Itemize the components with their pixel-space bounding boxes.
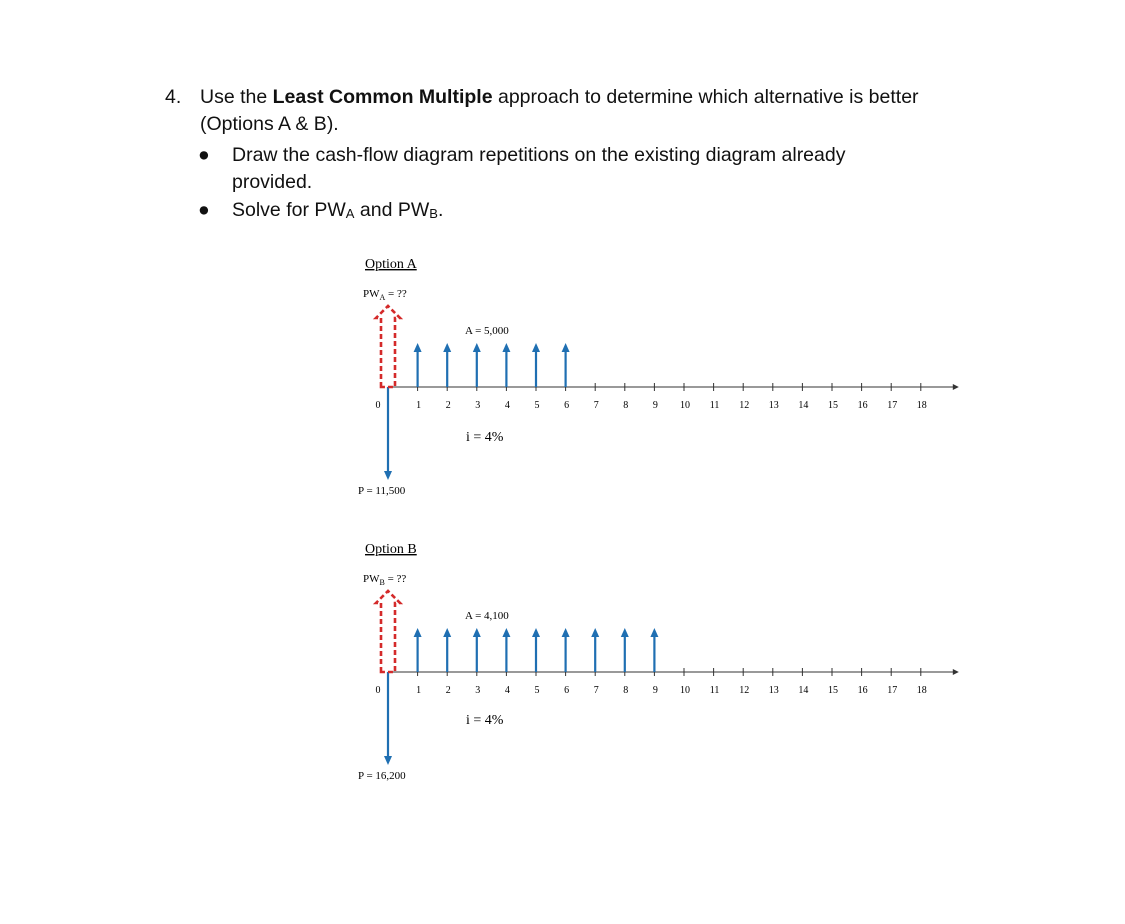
arrow-layer xyxy=(376,306,959,480)
axis-arrowhead-icon xyxy=(953,669,959,675)
arrowhead-icon xyxy=(473,343,481,352)
cashflow-diagram-option-b xyxy=(355,535,965,790)
initial-cost-label: P = 16,200 xyxy=(358,770,406,782)
arrowhead-icon xyxy=(650,628,658,637)
interest-label: i = 4% xyxy=(466,713,504,728)
diagram-svg-b xyxy=(355,535,965,785)
arrowhead-icon xyxy=(443,343,451,352)
tick-label: 4 xyxy=(504,400,510,411)
tick-label: 6 xyxy=(564,685,570,696)
tick-label: 12 xyxy=(739,685,750,696)
tick-label: 3 xyxy=(475,400,481,411)
annuity-label: A = 4,100 xyxy=(465,610,509,622)
arrowhead-icon xyxy=(532,343,540,352)
arrowhead-icon xyxy=(384,756,392,765)
tick-label: 17 xyxy=(887,685,898,696)
arrowhead-icon xyxy=(384,471,392,480)
pw-label: $PW_B$ = ?? xyxy=(363,573,407,587)
tick-label: 3 xyxy=(475,685,481,696)
bold-term: Least Common Multiple xyxy=(272,86,493,108)
problem-number: 4. xyxy=(165,86,182,108)
tick-label: 15 xyxy=(828,685,838,696)
arrowhead-icon xyxy=(562,628,570,637)
tick-label: 2 xyxy=(445,400,451,411)
tick-label: 1 xyxy=(416,685,422,696)
bullet-icon: ● xyxy=(198,144,210,166)
arrow-layer xyxy=(376,591,959,765)
tick-label: 9 xyxy=(652,685,658,696)
option-title: Option B xyxy=(365,542,417,557)
tick-label: 1 xyxy=(416,400,422,411)
tick-label: 14 xyxy=(798,685,809,696)
cashflow-diagram-option-a xyxy=(355,250,965,505)
tick-label: 5 xyxy=(534,685,540,696)
arrowhead-icon xyxy=(473,628,481,637)
problem-text: Use the Least Common Multiple approach to determine which alternative is better (Options A & B). xyxy=(200,86,919,135)
arrowhead-icon xyxy=(621,628,629,637)
instruction-list xyxy=(165,142,985,227)
tick-label: 0 xyxy=(375,400,381,411)
arrowhead-icon xyxy=(414,628,422,637)
tick-label: 15 xyxy=(828,400,838,411)
tick-label: 16 xyxy=(857,400,868,411)
interest-label: i = 4% xyxy=(466,430,504,445)
tick-label: 7 xyxy=(593,685,599,696)
list-item: ● Solve for $PW_A$ and $PW_B$. xyxy=(165,197,985,227)
arrowhead-icon xyxy=(591,628,599,637)
arrowhead-icon xyxy=(562,343,570,352)
problem-statement xyxy=(165,84,985,228)
list-item: ● Draw the cash-flow diagram repetitions on the existing diagram already provided. xyxy=(198,144,846,193)
tick-label: 16 xyxy=(857,685,868,696)
tick-label: 13 xyxy=(768,400,779,411)
arrowhead-icon xyxy=(532,628,540,637)
tick-label: 13 xyxy=(768,685,779,696)
tick-label: 18 xyxy=(916,400,927,411)
arrowhead-icon xyxy=(414,343,422,352)
tick-label: 5 xyxy=(534,400,540,411)
tick-label: 17 xyxy=(887,400,898,411)
tick-label: 6 xyxy=(564,400,570,411)
arrowhead-icon xyxy=(502,628,510,637)
tick-label: 18 xyxy=(916,685,927,696)
tick-label: 11 xyxy=(709,400,720,411)
tick-label: 4 xyxy=(504,685,510,696)
initial-cost-label: P = 11,500 xyxy=(358,485,406,497)
arrowhead-icon xyxy=(502,343,510,352)
arrowhead-icon xyxy=(443,628,451,637)
tick-label: 8 xyxy=(623,400,629,411)
tick-label: 10 xyxy=(680,400,690,411)
tick-label: 8 xyxy=(623,685,629,696)
tick-label: 10 xyxy=(680,685,690,696)
tick-label: 11 xyxy=(709,685,720,696)
diagram-svg-a xyxy=(355,250,965,500)
tick-label: 7 xyxy=(593,400,599,411)
axis-arrowhead-icon xyxy=(953,384,959,390)
bullet-icon: ● xyxy=(198,199,210,221)
tick-label: 9 xyxy=(652,400,658,411)
tick-label: 12 xyxy=(739,400,750,411)
present-worth-arrow-icon xyxy=(376,306,400,387)
tick-label: 2 xyxy=(445,685,451,696)
present-worth-arrow-icon xyxy=(376,591,400,672)
annuity-label: A = 5,000 xyxy=(465,325,509,337)
option-title: Option A xyxy=(365,257,417,272)
pw-label: $PW_A$ = ?? xyxy=(363,288,407,302)
tick-label: 0 xyxy=(375,685,381,696)
tick-label: 14 xyxy=(798,400,809,411)
